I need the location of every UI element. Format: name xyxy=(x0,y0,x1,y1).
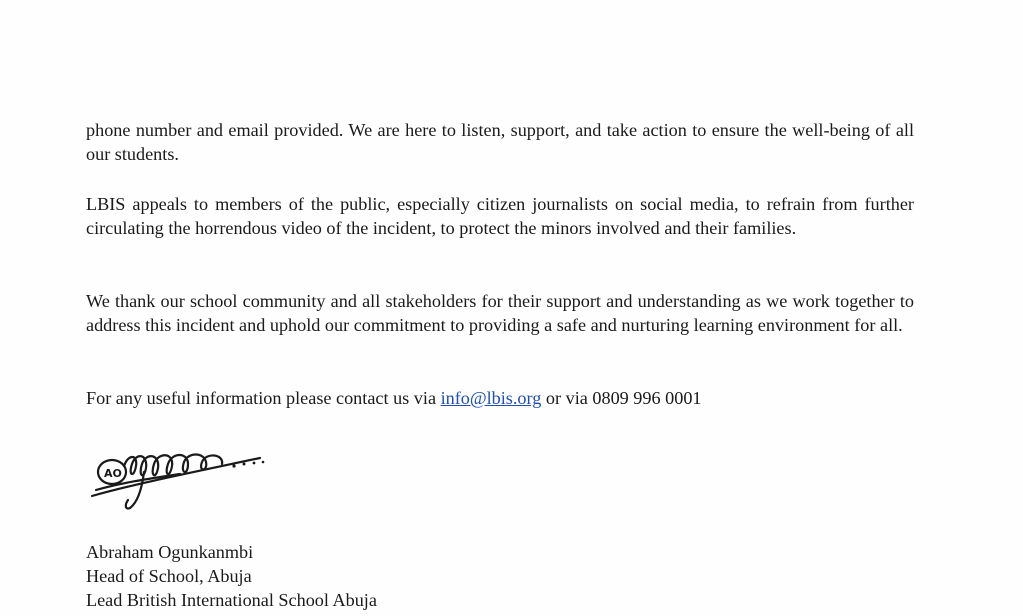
paragraph-public-appeal: LBIS appeals to members of the public, especially citizen journalists on social media, to refrain from further circulating the horrendous video of the incident, to protect the minors involved and their families. xyxy=(86,194,914,238)
handwritten-signature xyxy=(84,436,274,514)
signatory-organization: Lead British International School Abuja xyxy=(86,590,377,610)
contact-line xyxy=(86,386,914,410)
signature-initials: AO xyxy=(104,467,122,480)
signatory-name: Abraham Ogunkanmbi xyxy=(86,542,254,562)
contact-prefix: For any useful information please contact us via xyxy=(86,388,437,408)
paragraph-support: phone number and email provided. We are here to listen, support, and take action to ensure the well-being of all our students. xyxy=(86,120,914,164)
signatory-title: Head of School, Abuja xyxy=(86,566,252,586)
phone-number: 0809 996 0001 xyxy=(592,388,702,408)
signatory-block xyxy=(86,540,377,612)
contact-middle: or via xyxy=(545,388,588,408)
email-link[interactable]: info@lbis.org xyxy=(440,388,542,408)
paragraph-thanks: We thank our school community and all stakeholders for their support and understanding as we work together to address this incident and uphold our commitment to providing a safe and nurturing learning environment for all. xyxy=(86,291,914,335)
